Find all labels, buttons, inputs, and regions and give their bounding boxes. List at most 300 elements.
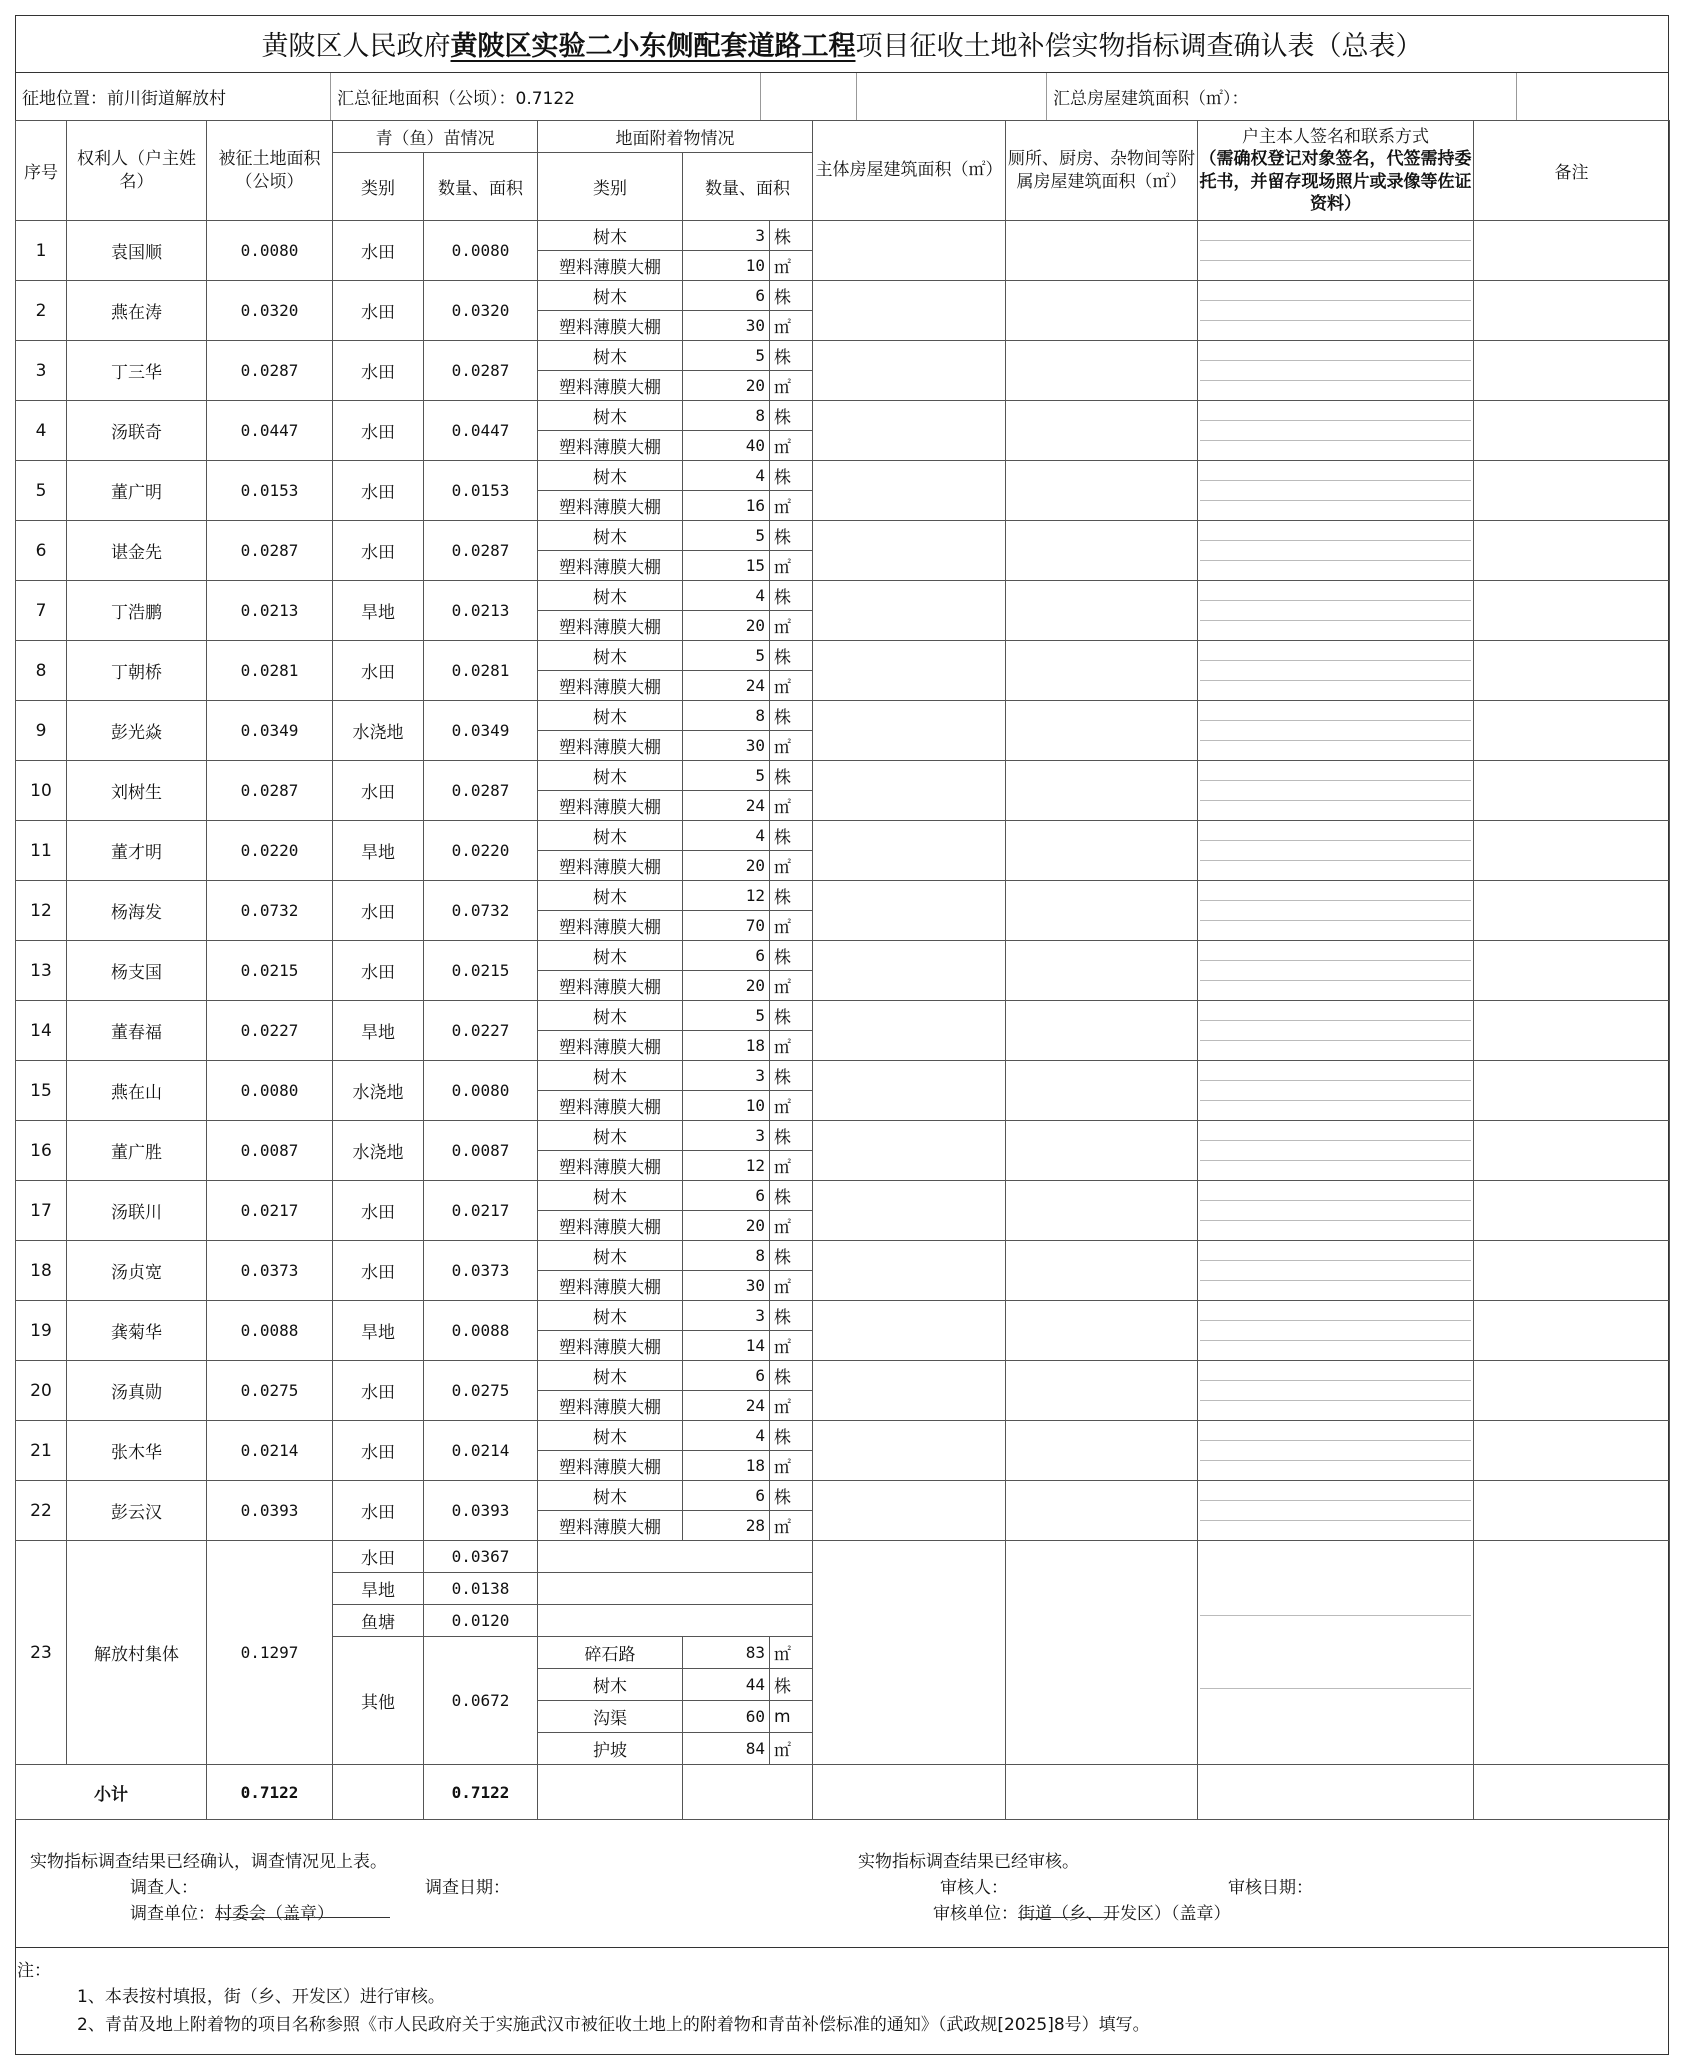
table-row <box>16 521 1670 551</box>
subtotal-label: 小计 <box>16 1765 207 1820</box>
header-row-1 <box>16 121 1670 153</box>
row-tree-qty: 8 <box>683 401 770 431</box>
row-signature <box>1198 1481 1474 1541</box>
row-main-house <box>813 401 1006 461</box>
row-attach-shed: 塑料薄膜大棚 <box>538 911 683 941</box>
row-owner: 汤贞宽 <box>67 1241 207 1301</box>
row-remark <box>1474 281 1670 341</box>
row-attach-shed: 塑料薄膜大棚 <box>538 971 683 1001</box>
row-tree-unit: 株 <box>770 1181 813 1211</box>
row-attach-shed: 塑料薄膜大棚 <box>538 1451 683 1481</box>
row-owner: 汤联川 <box>67 1181 207 1241</box>
collective-crop-area: 0.0120 <box>424 1605 538 1637</box>
table-row <box>16 1121 1670 1151</box>
row-signature <box>1198 1121 1474 1181</box>
row-tree-qty: 3 <box>683 1061 770 1091</box>
row-tree-unit: 株 <box>770 281 813 311</box>
row-land-area: 0.0281 <box>207 641 333 701</box>
row-shed-qty: 24 <box>683 791 770 821</box>
collective-crop-area: 0.0672 <box>424 1637 538 1765</box>
row-land-area: 0.0393 <box>207 1481 333 1541</box>
row-owner: 董广明 <box>67 461 207 521</box>
row-signature <box>1198 341 1474 401</box>
row-tree-qty: 4 <box>683 461 770 491</box>
row-attach-shed: 塑料薄膜大棚 <box>538 431 683 461</box>
collective-attach-qty: 83 <box>683 1637 770 1669</box>
table-row <box>16 821 1670 851</box>
table-row <box>16 701 1670 731</box>
notes-label: 注： <box>17 1961 51 1981</box>
row-crop-type: 水田 <box>333 521 424 581</box>
collective-main-house <box>813 1541 1006 1765</box>
table-row <box>16 761 1670 791</box>
row-crop-type: 旱地 <box>333 821 424 881</box>
row-shed-unit: ㎡ <box>770 311 813 341</box>
row-crop-type: 水田 <box>333 761 424 821</box>
row-shed-qty: 24 <box>683 671 770 701</box>
row-shed-unit: ㎡ <box>770 971 813 1001</box>
row-tree-unit: 株 <box>770 1061 813 1091</box>
table-row <box>16 1181 1670 1211</box>
row-aux-house <box>1006 221 1198 281</box>
collective-attach-empty <box>538 1541 813 1573</box>
row-crop-type: 水田 <box>333 1421 424 1481</box>
row-remark <box>1474 341 1670 401</box>
collective-crop-area: 0.0138 <box>424 1573 538 1605</box>
row-seq: 4 <box>16 401 67 461</box>
table-row <box>16 281 1670 311</box>
collective-attach-unit: m <box>770 1701 813 1733</box>
row-remark <box>1474 221 1670 281</box>
survey-date-label: 调查日期： <box>425 1878 510 1898</box>
row-tree-unit: 株 <box>770 1241 813 1271</box>
row-tree-unit: 株 <box>770 401 813 431</box>
row-main-house <box>813 821 1006 881</box>
table-row <box>16 1061 1670 1091</box>
signature-note: （需确权登记对象签名，代签需持委托书，并留存现场照片或录像等佐证资料） <box>1199 149 1472 214</box>
row-shed-unit: ㎡ <box>770 1331 813 1361</box>
row-seq: 5 <box>16 461 67 521</box>
collective-attach-empty <box>538 1573 813 1605</box>
row-crop-area: 0.0373 <box>424 1241 538 1301</box>
survey-unit-field: 调查单位： 村委会（盖章） <box>130 1899 334 1924</box>
row-owner: 张木华 <box>67 1421 207 1481</box>
row-owner: 丁浩鹏 <box>67 581 207 641</box>
row-shed-qty: 20 <box>683 371 770 401</box>
row-land-area: 0.0088 <box>207 1301 333 1361</box>
header-signature <box>1198 121 1474 221</box>
row-aux-house <box>1006 401 1198 461</box>
row-attach-shed: 塑料薄膜大棚 <box>538 1211 683 1241</box>
row-remark <box>1474 1301 1670 1361</box>
row-shed-qty: 18 <box>683 1451 770 1481</box>
row-remark <box>1474 881 1670 941</box>
row-signature <box>1198 1241 1474 1301</box>
row-seq: 22 <box>16 1481 67 1541</box>
row-owner: 袁国顺 <box>67 221 207 281</box>
subtotal-row <box>16 1765 1670 1820</box>
subtotal-crop-type <box>333 1765 424 1820</box>
collective-attach-type: 碎石路 <box>538 1637 683 1669</box>
row-crop-area: 0.0287 <box>424 761 538 821</box>
row-shed-qty: 70 <box>683 911 770 941</box>
row-signature <box>1198 881 1474 941</box>
row-signature <box>1198 401 1474 461</box>
row-land-area: 0.0087 <box>207 1121 333 1181</box>
row-main-house <box>813 761 1006 821</box>
row-shed-qty: 14 <box>683 1331 770 1361</box>
row-land-area: 0.0215 <box>207 941 333 1001</box>
collective-crop-type: 水田 <box>333 1541 424 1573</box>
row-signature <box>1198 521 1474 581</box>
row-crop-type: 水田 <box>333 281 424 341</box>
row-owner: 董广胜 <box>67 1121 207 1181</box>
row-attach-shed: 塑料薄膜大棚 <box>538 491 683 521</box>
row-attach-shed: 塑料薄膜大棚 <box>538 851 683 881</box>
row-shed-unit: ㎡ <box>770 1391 813 1421</box>
row-tree-qty: 3 <box>683 221 770 251</box>
collective-crop-type: 鱼塘 <box>333 1605 424 1637</box>
row-attach-tree: 树木 <box>538 941 683 971</box>
row-shed-qty: 30 <box>683 1271 770 1301</box>
row-remark <box>1474 401 1670 461</box>
subtotal-signature <box>1198 1765 1474 1820</box>
row-tree-unit: 株 <box>770 941 813 971</box>
row-shed-unit: ㎡ <box>770 731 813 761</box>
row-remark <box>1474 1181 1670 1241</box>
row-attach-tree: 树木 <box>538 1241 683 1271</box>
row-main-house <box>813 641 1006 701</box>
row-tree-unit: 株 <box>770 1481 813 1511</box>
row-remark <box>1474 821 1670 881</box>
row-owner: 彭云汉 <box>67 1481 207 1541</box>
row-tree-qty: 8 <box>683 701 770 731</box>
row-crop-type: 水田 <box>333 641 424 701</box>
row-crop-type: 水浇地 <box>333 1061 424 1121</box>
row-shed-qty: 15 <box>683 551 770 581</box>
row-attach-tree: 树木 <box>538 1001 683 1031</box>
survey-table <box>15 120 1670 1820</box>
table-row <box>16 1001 1670 1031</box>
row-tree-qty: 3 <box>683 1121 770 1151</box>
row-signature <box>1198 761 1474 821</box>
row-crop-type: 水田 <box>333 1241 424 1301</box>
row-land-area: 0.0220 <box>207 821 333 881</box>
row-crop-area: 0.0087 <box>424 1121 538 1181</box>
table-row <box>16 221 1670 251</box>
row-crop-type: 旱地 <box>333 581 424 641</box>
row-owner: 董春福 <box>67 1001 207 1061</box>
row-tree-qty: 5 <box>683 341 770 371</box>
row-remark <box>1474 701 1670 761</box>
row-land-area: 0.0217 <box>207 1181 333 1241</box>
row-main-house <box>813 461 1006 521</box>
row-main-house <box>813 1241 1006 1301</box>
row-crop-type: 旱地 <box>333 1301 424 1361</box>
row-aux-house <box>1006 1061 1198 1121</box>
row-crop-area: 0.0349 <box>424 701 538 761</box>
row-seq: 10 <box>16 761 67 821</box>
row-aux-house <box>1006 941 1198 1001</box>
row-tree-unit: 株 <box>770 461 813 491</box>
table-row <box>16 941 1670 971</box>
row-attach-tree: 树木 <box>538 1481 683 1511</box>
row-aux-house <box>1006 1421 1198 1481</box>
row-land-area: 0.0349 <box>207 701 333 761</box>
review-unit-field: 审核单位： 街道（乡、开发区）（盖章） <box>933 1899 1231 1924</box>
row-tree-qty: 6 <box>683 1361 770 1391</box>
row-main-house <box>813 1001 1006 1061</box>
row-aux-house <box>1006 461 1198 521</box>
header-aux-house: 厕所、厨房、杂物间等附属房屋建筑面积（㎡） <box>1006 121 1198 221</box>
row-seq: 20 <box>16 1361 67 1421</box>
document-title <box>15 15 1669 73</box>
row-attach-tree: 树木 <box>538 1181 683 1211</box>
row-tree-qty: 5 <box>683 761 770 791</box>
row-seq: 7 <box>16 581 67 641</box>
row-signature <box>1198 581 1474 641</box>
header-attachment: 地面附着物情况 <box>538 121 813 153</box>
row-seq: 19 <box>16 1301 67 1361</box>
collective-signature <box>1198 1541 1474 1765</box>
row-shed-unit: ㎡ <box>770 671 813 701</box>
row-attach-tree: 树木 <box>538 881 683 911</box>
row-owner: 汤真勋 <box>67 1361 207 1421</box>
row-tree-qty: 5 <box>683 521 770 551</box>
row-crop-area: 0.0287 <box>424 521 538 581</box>
row-aux-house <box>1006 641 1198 701</box>
collective-attach-empty <box>538 1605 813 1637</box>
row-shed-unit: ㎡ <box>770 1211 813 1241</box>
signature-title: 户主本人签名和联系方式 <box>1242 127 1429 148</box>
collective-owner: 解放村集体 <box>67 1541 207 1765</box>
row-attach-tree: 树木 <box>538 221 683 251</box>
row-owner: 刘树生 <box>67 761 207 821</box>
collective-attach-unit: 株 <box>770 1669 813 1701</box>
row-crop-area: 0.0080 <box>424 1061 538 1121</box>
row-aux-house <box>1006 761 1198 821</box>
collective-aux-house <box>1006 1541 1198 1765</box>
row-shed-unit: ㎡ <box>770 1451 813 1481</box>
row-attach-tree: 树木 <box>538 461 683 491</box>
row-signature <box>1198 1421 1474 1481</box>
row-signature <box>1198 221 1474 281</box>
row-attach-shed: 塑料薄膜大棚 <box>538 791 683 821</box>
row-tree-unit: 株 <box>770 881 813 911</box>
row-signature <box>1198 1061 1474 1121</box>
row-aux-house <box>1006 341 1198 401</box>
row-owner: 杨海发 <box>67 881 207 941</box>
row-remark <box>1474 1001 1670 1061</box>
row-land-area: 0.0287 <box>207 761 333 821</box>
header-crop: 青（鱼）苗情况 <box>333 121 538 153</box>
title-prefix: 黄陂区人民政府 <box>261 31 451 62</box>
row-signature <box>1198 281 1474 341</box>
row-aux-house <box>1006 1361 1198 1421</box>
note-item-2: 2、青苗及地上附着物的项目名称参照《市人民政府关于实施武汉市被征收土地上的附着物和青苗补偿标准的通知》（武政规[2025]8号）填写。 <box>77 2015 1150 2035</box>
row-remark <box>1474 461 1670 521</box>
row-tree-qty: 4 <box>683 821 770 851</box>
row-crop-area: 0.0080 <box>424 221 538 281</box>
row-aux-house <box>1006 281 1198 341</box>
row-seq: 21 <box>16 1421 67 1481</box>
row-shed-unit: ㎡ <box>770 611 813 641</box>
row-tree-qty: 6 <box>683 941 770 971</box>
row-land-area: 0.0213 <box>207 581 333 641</box>
row-attach-shed: 塑料薄膜大棚 <box>538 1331 683 1361</box>
notes-section <box>15 1948 1669 2055</box>
table-row <box>16 1421 1670 1451</box>
row-shed-qty: 40 <box>683 431 770 461</box>
collective-attach-type: 树木 <box>538 1669 683 1701</box>
table-row <box>16 881 1670 911</box>
row-crop-area: 0.0287 <box>424 341 538 401</box>
header-attach-type: 类别 <box>538 153 683 221</box>
row-tree-qty: 3 <box>683 1301 770 1331</box>
row-crop-type: 水田 <box>333 1361 424 1421</box>
row-main-house <box>813 1181 1006 1241</box>
table-row <box>16 1301 1670 1331</box>
row-crop-type: 水浇地 <box>333 1121 424 1181</box>
row-tree-qty: 4 <box>683 581 770 611</box>
row-tree-qty: 5 <box>683 1001 770 1031</box>
collective-crop-type: 其他 <box>333 1637 424 1765</box>
info-total-area: 汇总征地面积（公顷）：0.7122 <box>337 89 575 109</box>
row-crop-area: 0.0214 <box>424 1421 538 1481</box>
row-owner: 杨支国 <box>67 941 207 1001</box>
row-owner: 燕在涛 <box>67 281 207 341</box>
collective-row <box>16 1541 1670 1573</box>
row-tree-unit: 株 <box>770 821 813 851</box>
row-main-house <box>813 1121 1006 1181</box>
header-crop-type: 类别 <box>333 153 424 221</box>
row-attach-shed: 塑料薄膜大棚 <box>538 251 683 281</box>
row-shed-qty: 12 <box>683 1151 770 1181</box>
row-shed-qty: 16 <box>683 491 770 521</box>
row-attach-tree: 树木 <box>538 1121 683 1151</box>
row-seq: 2 <box>16 281 67 341</box>
row-crop-type: 水田 <box>333 1181 424 1241</box>
row-attach-shed: 塑料薄膜大棚 <box>538 1511 683 1541</box>
row-shed-qty: 20 <box>683 851 770 881</box>
table-row <box>16 581 1670 611</box>
confirmation-section <box>15 1823 1669 1948</box>
row-tree-qty: 8 <box>683 1241 770 1271</box>
row-signature <box>1198 1001 1474 1061</box>
row-main-house <box>813 1361 1006 1421</box>
row-shed-unit: ㎡ <box>770 791 813 821</box>
row-aux-house <box>1006 1301 1198 1361</box>
row-crop-area: 0.0088 <box>424 1301 538 1361</box>
row-shed-unit: ㎡ <box>770 551 813 581</box>
header-remark: 备注 <box>1474 121 1670 221</box>
table-row <box>16 1481 1670 1511</box>
info-house-area: 汇总房屋建筑面积（㎡）： <box>1053 89 1249 109</box>
row-aux-house <box>1006 821 1198 881</box>
row-tree-qty: 6 <box>683 281 770 311</box>
row-crop-area: 0.0275 <box>424 1361 538 1421</box>
subtotal-aux-house <box>1006 1765 1198 1820</box>
table-row <box>16 461 1670 491</box>
row-aux-house <box>1006 581 1198 641</box>
row-remark <box>1474 941 1670 1001</box>
row-attach-shed: 塑料薄膜大棚 <box>538 1151 683 1181</box>
row-attach-tree: 树木 <box>538 701 683 731</box>
row-main-house <box>813 521 1006 581</box>
row-owner: 汤联奇 <box>67 401 207 461</box>
note-item-1: 1、本表按村填报，街（乡、开发区）进行审核。 <box>77 1987 445 2007</box>
row-aux-house <box>1006 881 1198 941</box>
row-shed-unit: ㎡ <box>770 1031 813 1061</box>
row-remark <box>1474 1361 1670 1421</box>
row-crop-type: 水浇地 <box>333 701 424 761</box>
row-shed-qty: 24 <box>683 1391 770 1421</box>
row-shed-qty: 20 <box>683 971 770 1001</box>
header-land-area: 被征土地面积（公顷） <box>207 121 333 221</box>
row-remark <box>1474 581 1670 641</box>
row-attach-shed: 塑料薄膜大棚 <box>538 1091 683 1121</box>
row-attach-tree: 树木 <box>538 341 683 371</box>
confirm-statement: 实物指标调查结果已经确认，调查情况见上表。 <box>30 1852 387 1872</box>
row-attach-shed: 塑料薄膜大棚 <box>538 1271 683 1301</box>
row-crop-area: 0.0320 <box>424 281 538 341</box>
header-owner: 权利人（户主姓名） <box>67 121 207 221</box>
row-signature <box>1198 821 1474 881</box>
row-land-area: 0.0447 <box>207 401 333 461</box>
row-crop-area: 0.0217 <box>424 1181 538 1241</box>
row-tree-unit: 株 <box>770 221 813 251</box>
row-attach-tree: 树木 <box>538 1061 683 1091</box>
row-land-area: 0.0373 <box>207 1241 333 1301</box>
row-remark <box>1474 641 1670 701</box>
row-signature <box>1198 1181 1474 1241</box>
row-aux-house <box>1006 701 1198 761</box>
row-seq: 3 <box>16 341 67 401</box>
investigator-label: 调查人： <box>130 1878 198 1898</box>
row-main-house <box>813 341 1006 401</box>
row-attach-tree: 树木 <box>538 581 683 611</box>
row-tree-qty: 12 <box>683 881 770 911</box>
row-owner: 董才明 <box>67 821 207 881</box>
row-crop-area: 0.0213 <box>424 581 538 641</box>
row-tree-unit: 株 <box>770 641 813 671</box>
row-shed-qty: 10 <box>683 251 770 281</box>
row-shed-qty: 20 <box>683 611 770 641</box>
row-main-house <box>813 1481 1006 1541</box>
row-shed-unit: ㎡ <box>770 1271 813 1301</box>
row-aux-house <box>1006 521 1198 581</box>
row-attach-shed: 塑料薄膜大棚 <box>538 611 683 641</box>
row-main-house <box>813 581 1006 641</box>
row-seq: 9 <box>16 701 67 761</box>
row-seq: 1 <box>16 221 67 281</box>
row-land-area: 0.0227 <box>207 1001 333 1061</box>
row-owner: 丁三华 <box>67 341 207 401</box>
table-row <box>16 1241 1670 1271</box>
row-attach-shed: 塑料薄膜大棚 <box>538 371 683 401</box>
collective-attach-type: 沟渠 <box>538 1701 683 1733</box>
row-crop-area: 0.0220 <box>424 821 538 881</box>
collective-attach-unit: ㎡ <box>770 1637 813 1669</box>
row-attach-tree: 树木 <box>538 281 683 311</box>
row-attach-tree: 树木 <box>538 821 683 851</box>
review-statement: 实物指标调查结果已经审核。 <box>858 1852 1079 1872</box>
row-crop-type: 水田 <box>333 881 424 941</box>
row-signature <box>1198 1361 1474 1421</box>
row-tree-qty: 6 <box>683 1481 770 1511</box>
row-tree-unit: 株 <box>770 341 813 371</box>
row-owner: 彭光焱 <box>67 701 207 761</box>
